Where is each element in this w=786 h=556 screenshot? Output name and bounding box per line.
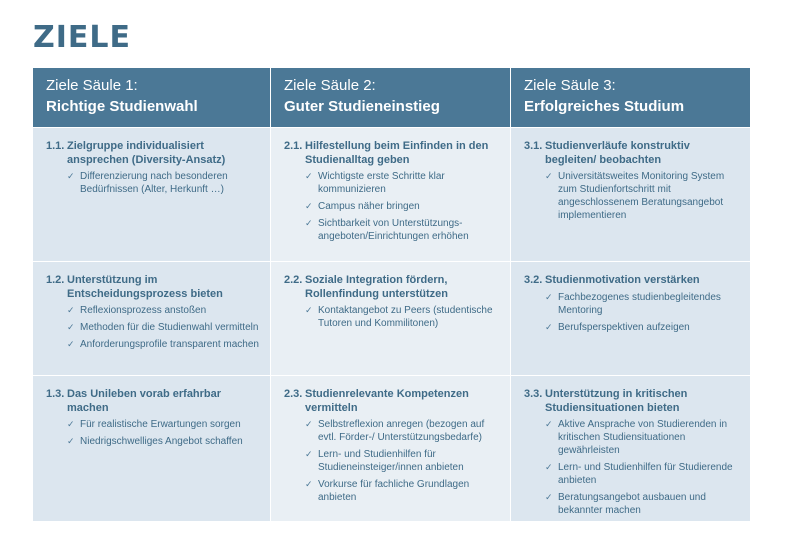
check-icon: ✓ bbox=[305, 305, 313, 315]
column-header-sub: Ziele Säule 2: bbox=[284, 77, 376, 94]
page-title: ZIELE bbox=[33, 20, 132, 55]
list-item bbox=[545, 418, 740, 457]
goal-title: Hilfestellung beim Einfinden in den Studienalltag geben bbox=[305, 140, 489, 166]
point-text: Sichtbarkeit von Unterstützungs-angeboten/Einrichtungen erhöhen bbox=[318, 218, 469, 242]
list-item bbox=[545, 461, 740, 487]
goal-heading bbox=[284, 388, 500, 415]
goal-title: Unterstützung in kritischen Studiensituationen bieten bbox=[545, 388, 688, 414]
list-item bbox=[67, 304, 260, 317]
goal-heading bbox=[284, 140, 500, 167]
goal-title: Das Unileben vorab erfahrbar machen bbox=[67, 388, 222, 414]
point-text: Wichtigste erste Schritte klar kommunizieren bbox=[318, 171, 445, 195]
goal-heading bbox=[524, 274, 740, 288]
goal-number: 1.2. bbox=[46, 274, 65, 286]
check-icon: ✓ bbox=[305, 201, 313, 211]
point-text: Für realistische Erwartungen sorgen bbox=[80, 419, 241, 430]
list-item bbox=[67, 338, 260, 351]
list-item bbox=[67, 418, 260, 431]
goal-cell-2-1 bbox=[271, 127, 511, 261]
list-item bbox=[305, 418, 500, 444]
goal-cell-1-2 bbox=[33, 261, 271, 375]
point-text: Lern- und Studienhilfen für Studierende anbieten bbox=[558, 462, 733, 486]
goal-points bbox=[67, 170, 260, 196]
point-text: Berufsperspektiven aufzeigen bbox=[558, 321, 690, 333]
goal-number: 2.3. bbox=[284, 388, 303, 400]
goal-cell-1-3 bbox=[33, 375, 271, 521]
check-icon: ✓ bbox=[67, 171, 75, 181]
point-text: Aktive Ansprache von Studierenden in kritischen Studiensituationen gewährleisten bbox=[558, 419, 727, 456]
goal-heading bbox=[524, 140, 740, 167]
goal-heading bbox=[46, 388, 260, 415]
point-text: Lern- und Studienhilfen für Studieneinsteiger/innen anbieten bbox=[318, 449, 464, 473]
point-text: Differenzierung nach besonderen Bedürfnissen (Alter, Herkunft …) bbox=[80, 171, 228, 195]
goals-table bbox=[33, 68, 751, 521]
goal-points bbox=[67, 418, 260, 448]
goal-points bbox=[545, 170, 740, 222]
goal-number: 1.1. bbox=[46, 140, 65, 152]
check-icon: ✓ bbox=[305, 479, 313, 489]
check-icon: ✓ bbox=[67, 322, 75, 332]
list-item bbox=[67, 435, 260, 448]
point-text: Methoden für die Studienwahl vermitteln bbox=[80, 322, 259, 333]
goal-cell-3-3 bbox=[511, 375, 751, 521]
check-icon: ✓ bbox=[545, 291, 553, 302]
point-text: Beratungsangebot ausbauen und bekannter machen bbox=[558, 492, 706, 516]
point-text: Niedrigschwelliges Angebot schaffen bbox=[80, 436, 243, 447]
goal-points bbox=[305, 418, 500, 504]
column-header-sub: Ziele Säule 3: bbox=[524, 77, 616, 94]
list-item bbox=[545, 170, 740, 222]
point-text: Anforderungsprofile transparent machen bbox=[80, 339, 259, 350]
goal-title: Unterstützung im Entscheidungsprozess bieten bbox=[67, 274, 223, 300]
goal-heading bbox=[524, 388, 740, 415]
check-icon: ✓ bbox=[305, 218, 313, 228]
point-text: Reflexionsprozess anstoßen bbox=[80, 305, 207, 316]
goal-cell-1-1 bbox=[33, 127, 271, 261]
goal-title: Studienrelevante Kompetenzen vermitteln bbox=[305, 388, 469, 414]
point-text: Fachbezogenes studienbegleitendes Mentoring bbox=[558, 291, 721, 316]
check-icon: ✓ bbox=[545, 462, 553, 472]
list-item bbox=[305, 304, 500, 330]
column-header-title: Erfolgreiches Studium bbox=[524, 98, 685, 115]
list-item bbox=[67, 170, 260, 196]
goal-number: 1.3. bbox=[46, 388, 65, 400]
goal-number: 3.1. bbox=[524, 140, 543, 152]
check-icon: ✓ bbox=[67, 419, 75, 429]
point-text: Selbstreflexion anregen (bezogen auf evtl. Förder-/ Unterstützungsbedarfe) bbox=[318, 419, 485, 443]
goal-points bbox=[545, 291, 740, 334]
goal-points bbox=[67, 304, 260, 351]
check-icon: ✓ bbox=[545, 492, 553, 502]
column-header-title: Guter Studieneinstieg bbox=[284, 98, 440, 115]
goal-points bbox=[305, 304, 500, 330]
check-icon: ✓ bbox=[545, 419, 553, 429]
column-header-3 bbox=[511, 68, 751, 127]
goal-number: 3.2. bbox=[524, 274, 543, 286]
check-icon: ✓ bbox=[67, 339, 75, 349]
column-header-2 bbox=[271, 68, 511, 127]
list-item bbox=[545, 491, 740, 517]
goal-title: Studienverläufe konstruktiv begleiten/ beobachten bbox=[545, 140, 690, 166]
list-item bbox=[305, 170, 500, 196]
check-icon: ✓ bbox=[305, 449, 313, 459]
goal-points bbox=[545, 418, 740, 517]
check-icon: ✓ bbox=[545, 321, 553, 332]
check-icon: ✓ bbox=[305, 419, 313, 429]
check-icon: ✓ bbox=[67, 436, 75, 446]
goal-number: 2.1. bbox=[284, 140, 303, 152]
column-header-1 bbox=[33, 68, 271, 127]
goal-heading bbox=[284, 274, 500, 301]
list-item bbox=[305, 448, 500, 474]
check-icon: ✓ bbox=[67, 305, 75, 315]
goal-number: 2.2. bbox=[284, 274, 303, 286]
column-header-title: Richtige Studienwahl bbox=[46, 98, 198, 115]
goal-cell-3-1 bbox=[511, 127, 751, 261]
point-text: Universitätsweites Monitoring System zum Studienfortschritt mit angeschlossenem Beratungsangebot implementieren bbox=[558, 171, 725, 221]
point-text: Campus näher bringen bbox=[318, 201, 420, 212]
goal-cell-3-2 bbox=[511, 261, 751, 375]
check-icon: ✓ bbox=[305, 171, 313, 181]
goal-number: 3.3. bbox=[524, 388, 543, 400]
goal-cell-2-3 bbox=[271, 375, 511, 521]
goal-title: Soziale Integration fördern, Rollenfindung unterstützen bbox=[305, 274, 448, 300]
point-text: Kontaktangebot zu Peers (studentische Tutoren und Kommilitonen) bbox=[318, 305, 493, 329]
column-header-sub: Ziele Säule 1: bbox=[46, 77, 138, 94]
goal-heading bbox=[46, 274, 260, 301]
point-text: Vorkurse für fachliche Grundlagen anbieten bbox=[318, 479, 470, 503]
list-item bbox=[305, 200, 500, 213]
goal-points bbox=[305, 170, 500, 243]
list-item bbox=[545, 291, 740, 317]
list-item bbox=[305, 478, 500, 504]
check-icon: ✓ bbox=[545, 171, 553, 181]
list-item bbox=[305, 217, 500, 243]
list-item bbox=[545, 321, 740, 334]
goal-title: Studienmotivation verstärken bbox=[545, 274, 700, 286]
goal-heading bbox=[46, 140, 260, 167]
goal-cell-2-2 bbox=[271, 261, 511, 375]
list-item bbox=[67, 321, 260, 334]
goal-title: Zielgruppe individualisiert ansprechen (Diversity-Ansatz) bbox=[67, 140, 226, 166]
